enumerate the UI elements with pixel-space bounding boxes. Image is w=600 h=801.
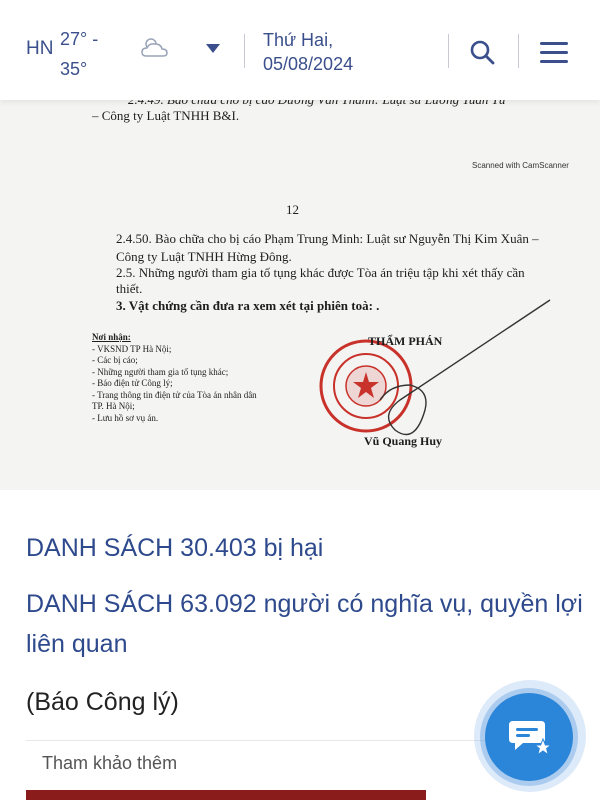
cloud-sun-icon (140, 36, 170, 60)
search-icon[interactable] (468, 38, 496, 66)
temp-low: 35° (60, 59, 88, 79)
chevron-down-icon[interactable] (206, 44, 220, 53)
signature-icon (340, 290, 560, 450)
scanned-document (0, 70, 600, 490)
judge-name: Vũ Quang Huy (364, 434, 443, 448)
related-parties-list-link[interactable]: DANH SÁCH 63.092 người có nghĩa vụ, quyền lợi liên quan (26, 590, 583, 658)
day-label: Thứ Hai, (263, 30, 334, 50)
date-label: 05/08/2024 (263, 54, 354, 74)
recipient-item: - VKSND TP Hà Nội; (92, 343, 172, 354)
doc-paragraph: 3. Vật chứng cần đưa ra xem xét tại phiên toà: . (116, 298, 380, 313)
temperature-range (60, 24, 98, 84)
divider (448, 34, 449, 68)
doc-paragraph: 2.4.50. Bào chữa cho bị cáo Phạm Trung Minh: Luật sư Nguyễn Thị Kim Xuân – Công ty Luật TNHH Hừng Đông. (116, 231, 539, 264)
divider (244, 34, 245, 68)
temp-high: 27° - (60, 29, 99, 49)
related-title: Tham khảo thêm (42, 753, 178, 773)
scanner-watermark: Scanned with CamScanner (472, 161, 569, 170)
chat-star-icon (507, 717, 551, 757)
recipient-item: - Các bị cáo; (92, 355, 138, 365)
judge-title: THẨM PHÁN (368, 334, 443, 348)
recipient-item: - Trang thông tin điện tử của Tòa án nhân dân (92, 389, 257, 400)
source-credit: (Báo Công lý) (26, 688, 179, 716)
recipients-block (92, 332, 257, 424)
chat-button[interactable] (485, 693, 573, 781)
recipient-item: - Lưu hồ sơ vụ án. (92, 412, 159, 423)
city-label[interactable]: HN (26, 38, 54, 59)
divider (518, 34, 519, 68)
doc-paragraph: 2.5. Những người tham gia tố tụng khác được Tòa án triệu tập khi xét thấy cần thiết. (116, 265, 525, 296)
top-header (0, 0, 600, 100)
recipients-heading: Nơi nhận: (92, 332, 131, 342)
doc-line: – Công ty Luật TNHH B&I. (92, 108, 240, 123)
recipient-item: TP. Hà Nội; (92, 401, 135, 411)
page-number: 12 (286, 202, 299, 217)
related-article-thumbnail[interactable] (26, 790, 426, 800)
recipient-item: - Những người tham gia tố tụng khác; (92, 366, 229, 377)
victims-list-link[interactable]: DANH SÁCH 30.403 bị hại (26, 534, 324, 562)
date-display (263, 28, 353, 76)
recipient-item: - Báo điện tử Công lý; (92, 378, 173, 388)
hamburger-icon[interactable] (540, 42, 568, 64)
